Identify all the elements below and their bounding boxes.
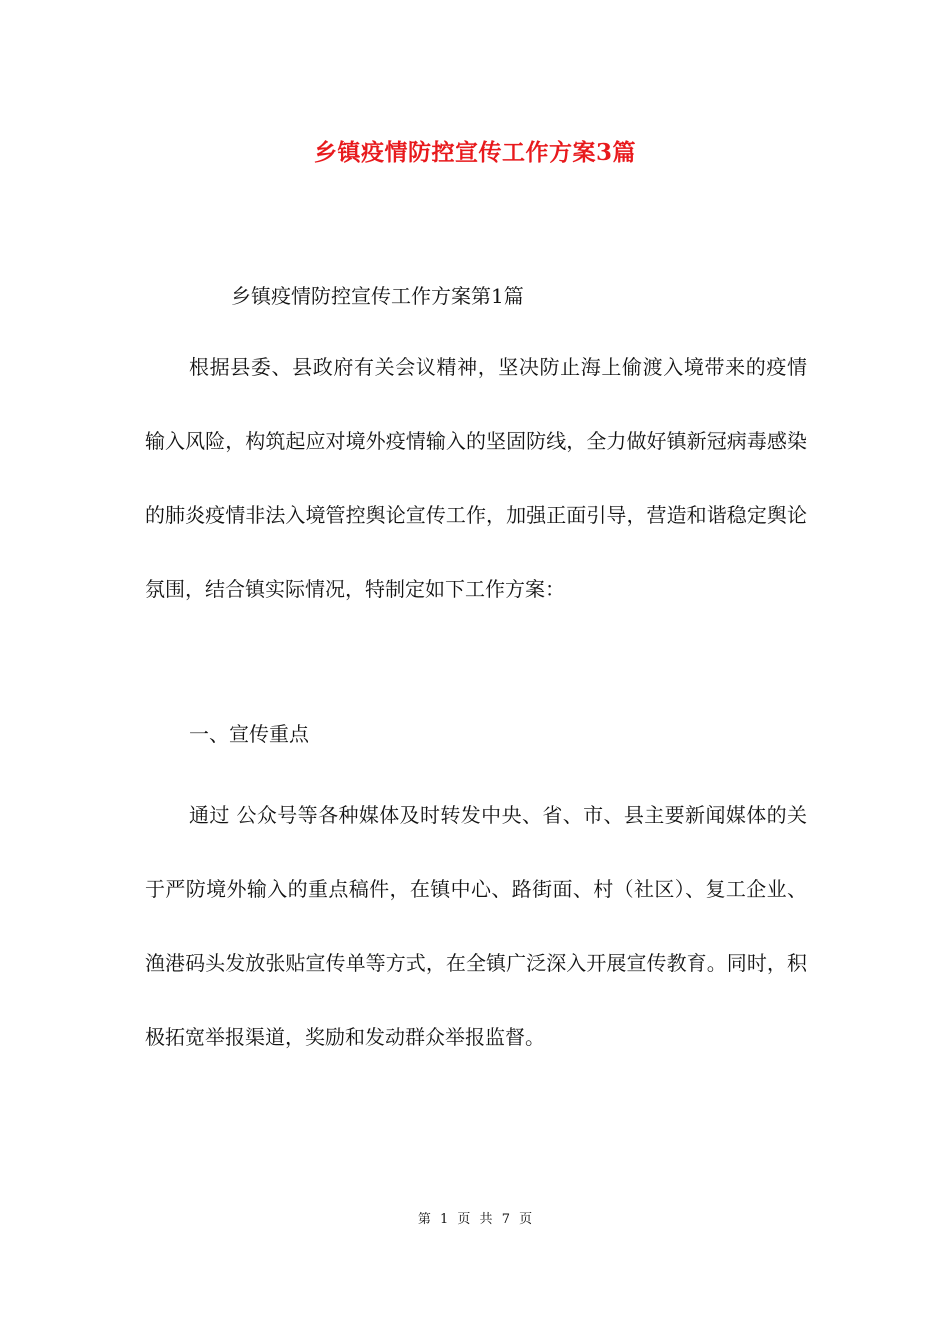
document-subtitle: 乡镇疫情防控宣传工作方案第1篇 [231,284,524,308]
document-title: 乡镇疫情防控宣传工作方案3篇 [313,139,636,166]
body-paragraph: 通过 公众号等各种媒体及时转发中央、省、市、县主要新闻媒体的关于严防境外输入的重点稿件，在镇中心、路街面、村（社区）、复工企业、渔港码头发放张贴宣传单等方式，在全镇广泛深入开展宣传教育。同时，积极拓宽举报渠道，奖励和发动群众举报监督。 [145,803,807,1049]
section-heading: 一、宣传重点 [189,722,309,746]
body-paragraph: 根据县委、县政府有关会议精神，坚决防止海上偷渡入境带来的疫情输入风险，构筑起应对境外疫情输入的坚固防线，全力做好镇新冠病毒感染的肺炎疫情非法入境管控舆论宣传工作，加强正面引导，营造和谐稳定舆论氛围，结合镇实际情况，特制定如下工作方案： [145,355,807,601]
page-number-footer: 第 1 页 共 7 页 [417,1212,533,1227]
